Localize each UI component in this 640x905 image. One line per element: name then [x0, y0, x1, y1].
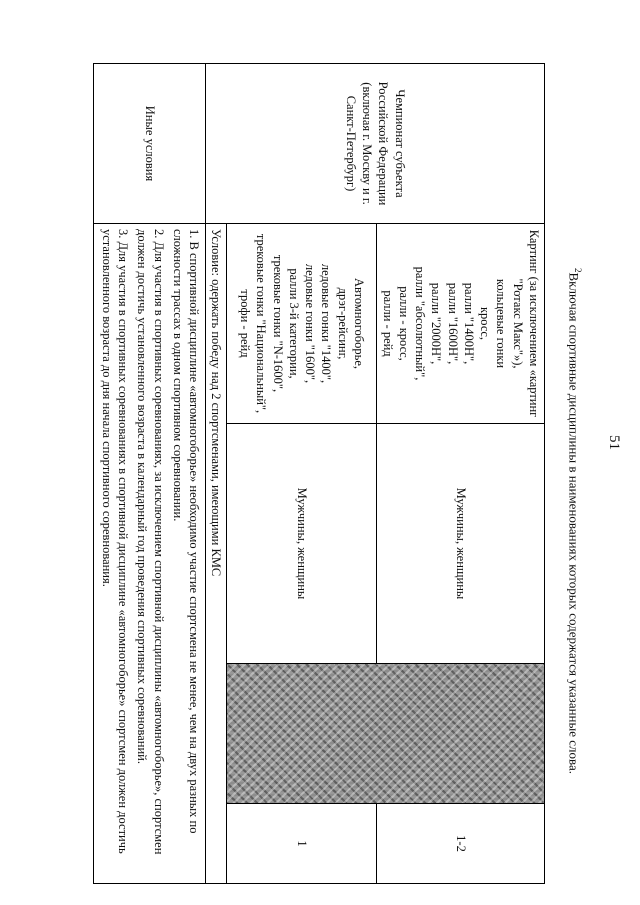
discipline-line: ледовые гонки "1400",: [319, 263, 334, 384]
discipline-line: ралли "2000Н",: [429, 282, 444, 365]
other-conditions-notes: [93, 224, 206, 884]
discipline-line: ралли - кросс,: [397, 286, 411, 361]
discipline-line: трековые гонки "N-1600",: [270, 254, 285, 393]
footnote-mark: 2: [573, 268, 583, 273]
page-number: 51: [606, 435, 622, 450]
qualification-table: [93, 63, 545, 884]
table-row: [93, 64, 206, 884]
discipline-line: ралли "1400Н",: [462, 282, 476, 365]
discipline-line: трофи - рейд: [238, 289, 253, 358]
note-item: 1. В спортивной дисциплине «автомногоборье» необходимо участие спортсмена не менее, чем на двух разных по сложности трассах в одном спортивном соревновании.: [171, 229, 202, 834]
discipline-line: кольцевые гонки: [494, 278, 509, 369]
condition-cell: Условие: одержать победу над 2 спортсменами, имеющими КМС: [206, 224, 227, 884]
discipline-line: ралли 3-й категории,: [287, 268, 301, 379]
discipline-line: ледовые гонки "1600",: [303, 263, 318, 384]
discipline-line: ралли - рейд: [380, 290, 395, 357]
discipline-line: Картинг (за исключением «картинг: [527, 229, 541, 418]
footnote: [566, 268, 583, 888]
note-item: 3. Для участия в спортивных соревнованиях в спортивной дисциплине «автомногоборье» спортсмен должен достичь установленного возраста до дня начала спортивного соревнования.: [100, 229, 131, 854]
group-cell-auto: Мужчины, женщины: [227, 424, 377, 664]
discipline-line: дрэг-рейсинг,: [335, 287, 350, 360]
discipline-line: ралли "1600Н",: [445, 282, 460, 365]
table-row: [377, 64, 545, 884]
group-cell-karting: Мужчины, женщины: [377, 424, 545, 664]
discipline-list-karting: [377, 224, 545, 424]
note-item: 2. Для участия в спортивных соревнованиях, за исключением спортивной дисциплины «автомногоборье», спортсмен должен достичь установленного возраста в календарный год проведения спортивных соревнований.: [135, 229, 166, 855]
document-page: [90, 63, 545, 883]
discipline-line: "Ротакс Макс"»),: [510, 278, 525, 369]
competition-cell: Чемпионат субъекта Российской Федерации (включая г. Москву и г. Санкт-Петербург): [206, 64, 545, 224]
discipline-line: Автомногоборье,: [352, 277, 366, 370]
discipline-line: ралли "абсолютный",: [413, 266, 428, 381]
places-cell-auto: 1: [227, 804, 377, 884]
hatched-cell: [227, 664, 545, 804]
other-conditions-label: Иные условия: [93, 64, 206, 224]
discipline-line: трековые гонки "Национальный",: [254, 233, 269, 414]
discipline-line: кросс,: [478, 306, 493, 341]
discipline-list-auto: [227, 224, 377, 424]
footnote-text: Включая спортивные дисциплины в наименованиях которых содержатся указанные слова.: [566, 272, 582, 774]
places-cell-karting: 1-2: [377, 804, 545, 884]
